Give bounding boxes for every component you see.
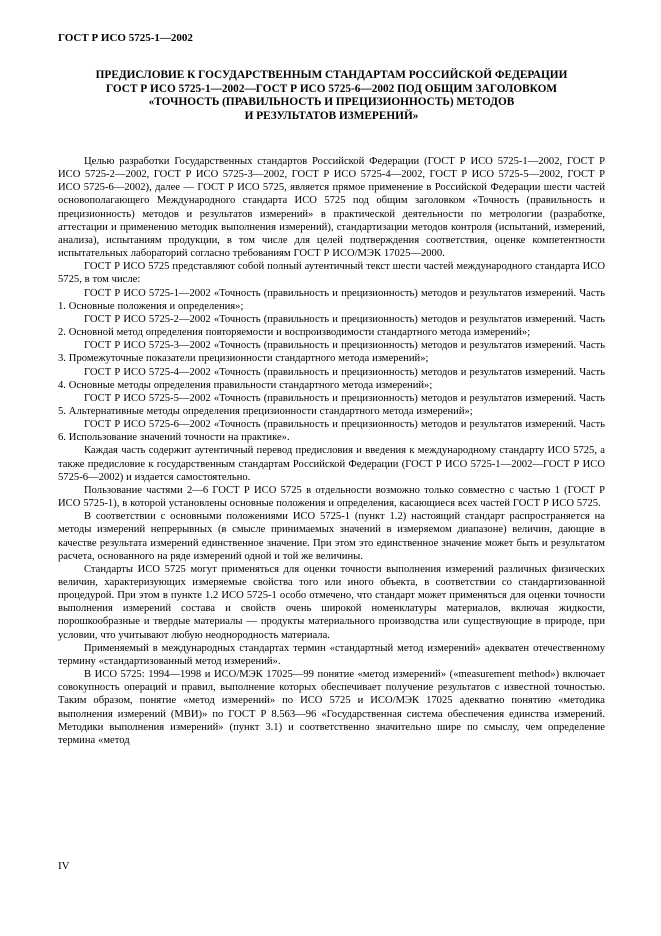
paragraph: ГОСТ Р ИСО 5725-5—2002 «Точность (правильность и прецизионность) методов и результатов измерений. Часть 5. Альтернативные методы определения прецизионности стандартного метода измерений»;	[58, 392, 605, 417]
title-line-4: И РЕЗУЛЬТАТОВ ИЗМЕРЕНИЙ»	[244, 109, 419, 122]
paragraph: ГОСТ Р ИСО 5725-6—2002 «Точность (правильность и прецизионность) методов и результатов измерений. Часть 6. Использование значений точности на практике».	[58, 419, 605, 444]
paragraph: В соответствии с основными положениями ИСО 5725-1 (пункт 1.2) настоящий стандарт распространяется на методы измерений непрерывных (в смысле принимаемых значений в измеряемом диапазоне) величин, дающие в качестве результата измерений единственное значение. При этом это единственное значение может быть и результатом расчета, основанного на ряде измерений одной и той же величины.	[58, 511, 605, 562]
document-body	[58, 155, 605, 747]
paragraph: Стандарты ИСО 5725 могут применяться для оценки точности выполнения измерений различных физических величин, характеризующих измеряемые свойства того или иного объекта, в соответствии со стандартизованной процедурой. При этом в пункте 1.2 ИСО 5725-1 особо отмечено, что стандарт может применяться для оценки точности выполнения измерений состава и свойств очень широкой номенклатуры материалов, включая жидкости, порошкообразные и твердые материалы — продукты материального производства или существующие в природе, при условии, что учитывают любую неоднородность материала.	[58, 563, 605, 641]
paragraph: Пользование частями 2—6 ГОСТ Р ИСО 5725 в отдельности возможно только совместно с частью 1 (ГОСТ Р ИСО 5725-1), в которой установлены основные положения и определения, касающиеся всех частей ГОСТ Р ИСО 5725.	[58, 484, 605, 510]
paragraph: Применяемый в международных стандартах термин «стандартный метод измерений» адекватен отечественному термину «стандартизованный метод измерений».	[58, 642, 605, 667]
paragraph: ГОСТ Р ИСО 5725 представляют собой полный аутентичный текст шести частей международного стандарта ИСО 5725, в том числе:	[58, 261, 605, 286]
title-line-2: ГОСТ Р ИСО 5725-1—2002—ГОСТ Р ИСО 5725-6—2002 ПОД ОБЩИМ ЗАГОЛОВКОМ	[105, 82, 558, 95]
paragraph: ГОСТ Р ИСО 5725-1—2002 «Точность (правильность и прецизионность) методов и результатов измерений. Часть 1. Основные положения и определения»;	[58, 287, 605, 312]
page-number: IV	[58, 860, 70, 872]
document-title	[58, 69, 605, 123]
paragraph: Целью разработки Государственных стандартов Российской Федерации (ГОСТ Р ИСО 5725-1—2002, ГОСТ Р ИСО 5725-2—2002, ГОСТ Р ИСО 5725-3—2002, ГОСТ Р ИСО 5725-4—2002, ГОСТ Р ИСО 5725-5—2002, ГОСТ Р ИСО 5725-6—2002), далее — ГОСТ Р ИСО 5725, является прямое применение в Российской Федерации шести частей основополагающего Международного стандарта ИСО 5725 под общим заголовком «Точность (правильность и прецизионность) методов и результатов измерений» в практической деятельности по метрологии (разработке, аттестации и применению методик выполнения измерений), стандартизации методов контроля (испытаний, измерений, анализа), испытаниям продукции, в том числе для целей подтверждения соответствия, оценке компетентности испытательных лабораторий согласно требованиям ГОСТ Р ИСО/МЭК 17025—2000.	[58, 156, 605, 260]
paragraph: В ИСО 5725: 1994—1998 и ИСО/МЭК 17025—99 понятие «метод измерений» («measurement method») включает совокупность операций и правил, выполнение которых обеспечивает получение результатов с известной точностью. Таким образом, понятие «метод измерений» по ИСО 5725 и ИСО/МЭК 17025 адекватно понятию «методика выполнения измерений (МВИ)» по ГОСТ Р 8.563—96 «Государственная система обеспечения единства измерений. Методики выполнения измерений» (пункт 3.1) и соответственно значительно шире по смыслу, чем определение термина «метод	[58, 669, 605, 746]
title-line-3: «ТОЧНОСТЬ (ПРАВИЛЬНОСТЬ И ПРЕЦИЗИОННОСТЬ) МЕТОДОВ	[148, 96, 515, 108]
document-header: ГОСТ Р ИСО 5725-1—2002	[58, 32, 193, 44]
paragraph: Каждая часть содержит аутентичный перевод предисловия и введения к международному стандарту ИСО 5725, а также предисловие к государственным стандартам Российской Федерации (ГОСТ Р ИСО 5725-1—2002—ГОСТ Р ИСО 5725-6—2002) и издается самостоятельно.	[58, 445, 605, 483]
paragraph: ГОСТ Р ИСО 5725-4—2002 «Точность (правильность и прецизионность) методов и результатов измерений. Часть 4. Основные методы определения правильности стандартного метода измерений»;	[58, 366, 605, 391]
paragraph: ГОСТ Р ИСО 5725-3—2002 «Точность (правильность и прецизионность) методов и результатов измерений. Часть 3. Промежуточные показатели прецизионности стандартного метода измерений»;	[58, 340, 605, 365]
title-line-1: ПРЕДИСЛОВИЕ К ГОСУДАРСТВЕННЫМ СТАНДАРТАМ РОССИЙСКОЙ ФЕДЕРАЦИИ	[95, 69, 568, 81]
paragraph: ГОСТ Р ИСО 5725-2—2002 «Точность (правильность и прецизионность) методов и результатов измерений. Часть 2. Основной метод определения повторяемости и воспроизводимости стандартного метода измерений»;	[58, 313, 605, 339]
